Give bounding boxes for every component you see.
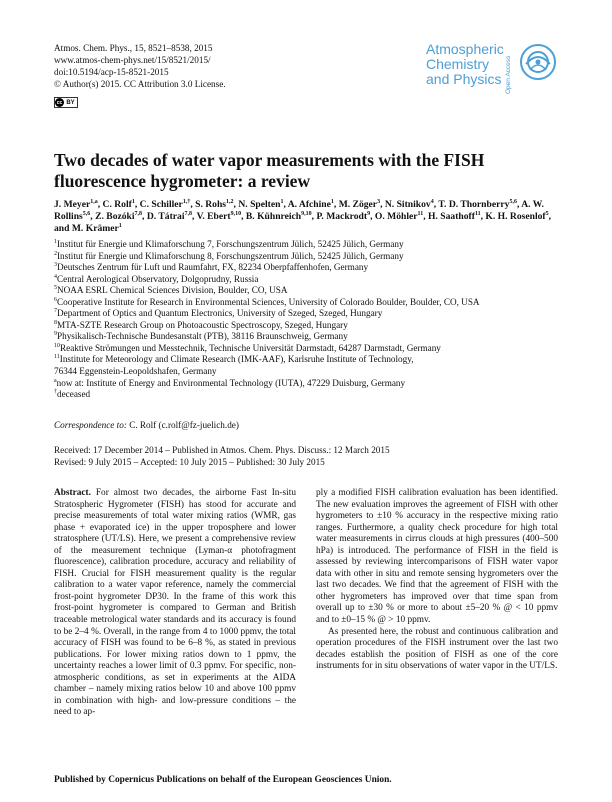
journal-name-line3: and Physics xyxy=(426,71,502,87)
author-affiliation-mark: 4 xyxy=(430,198,434,205)
affiliation-item xyxy=(54,308,564,320)
affiliation-item xyxy=(54,285,564,297)
egu-logo-icon xyxy=(518,42,558,82)
affiliation-mark: 11 xyxy=(54,354,60,361)
author-name: B. Kühnreich xyxy=(245,211,302,222)
affiliation-text: Institut für Energie und Klimaforschung 8, Forschungszentrum Jülich, 52425 Jülich, Germany xyxy=(57,250,404,261)
author-affiliation-mark: 11 xyxy=(417,210,424,217)
affiliation-item xyxy=(54,354,564,366)
revised-line: Revised: 9 July 2015 – Accepted: 10 July 2015 – Published: 30 July 2015 xyxy=(54,457,325,467)
author-affiliation-mark: 9 xyxy=(367,210,371,217)
affiliation-mark: † xyxy=(54,389,57,396)
author-list: J. Meyer$^{1,a}$, C. Rolf$^1$, C. Schiller$^{1,\dagger}$, S. Rohs$^{1,2}$, N. Spelten$^1$, A. Afchine$^1$, M. Zöger$^3$, N. Sitnikov$^4$, T. D. Thornberry$^{5,6}$, A. W. Rollins$^{5,6}$, Z. Bozóki$^{7,8}$, D. Tátrai$^{7,8}$, V. Ebert$^{9,10}$, B. Kühnreich$^{9,10}$, P. Mackrodt$^9$, O. Möhler$^{11}$, H. Saathoff$^{11}$, K. H. Rosenlof$^5$, and M. Krämer$^1$ xyxy=(54,198,552,234)
author-name: O. Möhler xyxy=(374,211,418,222)
affiliation-text: NOAA ESRL Chemical Sciences Division, Boulder, CO, USA xyxy=(57,285,288,296)
author-name: N. Spelten xyxy=(238,199,281,210)
citation: Atmos. Chem. Phys., 15, 8521–8538, 2015 xyxy=(54,43,213,53)
affiliation-mark: 5 xyxy=(54,285,57,292)
affiliation-mark: 6 xyxy=(54,296,57,303)
doi[interactable]: doi:10.5194/acp-15-8521-2015 xyxy=(54,67,169,77)
affiliation-text: Deutsches Zentrum für Luft und Raumfahrt, FX, 82234 Oberpfaffenhofen, Germany xyxy=(57,262,369,273)
publication-dates xyxy=(54,444,390,468)
author-name: A. W. Rollins xyxy=(54,199,544,222)
author-affiliation-mark: 1 xyxy=(131,198,135,205)
affiliation-text: 76344 Eggenstein-Leopoldshafen, Germany xyxy=(54,366,217,377)
affiliation-list xyxy=(54,239,564,401)
affiliation-text: Cooperative Institute for Research in Environmental Sciences, University of Colorado Boulder, Boulder, CO, USA xyxy=(57,296,480,307)
affiliation-item xyxy=(54,343,564,355)
affiliation-item xyxy=(54,274,564,286)
author-name: T. D. Thornberry xyxy=(438,199,510,210)
affiliation-mark: 7 xyxy=(54,308,57,315)
author-affiliation-mark: 5 xyxy=(545,210,549,217)
abstract-label: Abstract. xyxy=(54,488,91,498)
affiliation-item xyxy=(54,389,564,401)
author-name: H. Saathoff xyxy=(428,211,475,222)
abstract-right-column xyxy=(316,488,558,673)
affiliation-mark: 3 xyxy=(54,262,57,269)
abstract-paragraph-1: ply a modified FISH calibration evaluation has been identified. The new evaluation improves the agreement of FISH with other hygrometers to ±10 % accuracy in the respective mixing ratio ranges. Furthermore, a quality check procedure for high total water measurements in cirrus clouds at high pressures (400–500 hPa) is introduced. The performance of FISH in the field is assessed by reviewing intercomparisons of FISH water vapor data with other in situ and remote sensing hygrometers over the last two decades. We find that the agreement of FISH with the other hygrometers has improved over that time span from overall up to ±30 % or more to about ±5–20 % @ < 10 ppmv and to ±0–15 % @ > 10 ppmv. xyxy=(316,488,558,626)
abstract-left-column xyxy=(54,488,296,719)
journal-header xyxy=(54,42,226,90)
affiliation-text: MTA-SZTE Research Group on Photoacoustic Spectroscopy, Szeged, Hungary xyxy=(57,319,348,330)
affiliation-item xyxy=(54,366,564,378)
affiliation-item xyxy=(54,262,564,274)
affiliation-item xyxy=(54,251,564,263)
author-name: C. Rolf xyxy=(102,199,132,210)
author-name: S. Rohs xyxy=(195,199,227,210)
affiliation-text: Department of Optics and Quantum Electronics, University of Szeged, Szeged, Hungary xyxy=(57,308,383,319)
author-affiliation-mark: 7,8 xyxy=(184,210,193,217)
author-name: D. Tátrai xyxy=(146,211,185,222)
abstract-paragraph-2: As presented here, the robust and continuous calibration and operation procedures of the FISH instrument over the last two decades establish the position of FISH as one of the core instruments for in situ observations of water vapor in the UT/LS. xyxy=(316,626,558,672)
journal-name-line1: Atmospheric xyxy=(426,41,504,57)
affiliation-item xyxy=(54,297,564,309)
open-access-label: Open Access xyxy=(505,55,512,94)
author-name: A. Afchine xyxy=(287,199,331,210)
correspondence-label: Correspondence to: xyxy=(54,420,127,430)
by-label: BY xyxy=(66,99,75,106)
author-affiliation-mark: 1,a xyxy=(90,198,98,205)
affiliation-text: Central Aerological Observatory, Dolgoprudny, Russia xyxy=(57,273,259,284)
author-affiliation-mark: 11 xyxy=(474,210,481,217)
affiliation-item xyxy=(54,320,564,332)
author-affiliation-mark: 9,10 xyxy=(301,210,312,217)
cc-icon: cc xyxy=(56,99,63,106)
article-url[interactable]: www.atmos-chem-phys.net/15/8521/2015/ xyxy=(54,55,211,65)
author-name: K. H. Rosenlof xyxy=(485,211,546,222)
affiliation-mark: 10 xyxy=(54,342,60,349)
author-affiliation-mark: 3 xyxy=(377,198,381,205)
abstract-text-left: For almost two decades, the airborne Fast In-situ Stratospheric Hygrometer (FISH) has stood for accurate and precise measurements of total water mixing ratios (WMR, gas phase + evaporated ice) in the upper troposphere and lower stratosphere (UT/LS). Here, we present a comprehensive review of the measurement technique (Lyman-α photofragment fluorescence), calibration procedure, accuracy and reliability of FISH. Crucial for FISH measurement quality is the regular calibration to a water vapor reference, namely the commercial frost-point hygrometer DP30. In the frame of this work this frost-point hygrometer is compared to German and British traceable metrological water standards and its accuracy is found to be 2–4 %. Overall, in the range from 4 to 1000 ppmv, the total accuracy of FISH was found to be 6–8 %, as stated in previous publications. For lower mixing ratios down to 1 ppmv, the uncertainty reaches a lower limit of 0.3 ppmv. For specific, non-atmospheric conditions, as set in experiments at the AIDA chamber – namely mixing ratios below 10 and above 100 ppmv in combination with high- and low-pressure conditions – the need to ap- xyxy=(54,488,296,718)
author-name: M. Zöger xyxy=(338,199,378,210)
author-affiliation-mark: 9,10 xyxy=(230,210,242,217)
affiliation-text: Reaktive Strömungen und Messtechnik, Technische Universität Darmstadt, 64287 Darmstadt, Germany xyxy=(60,342,441,353)
author-affiliation-mark: 1,2 xyxy=(226,198,234,205)
author-affiliation-mark: 7,8 xyxy=(134,210,143,217)
author-affiliation-mark: 5,6 xyxy=(82,210,91,217)
affiliation-item xyxy=(54,239,564,251)
journal-name-line2: Chemistry xyxy=(426,56,490,72)
affiliation-mark: 8 xyxy=(54,319,57,326)
author-affiliation-mark: 1 xyxy=(280,198,284,205)
author-name: J. Meyer xyxy=(54,199,91,210)
author-name: M. Krämer xyxy=(71,223,119,234)
affiliation-mark: 4 xyxy=(54,273,57,280)
author-name: P. Mackrodt xyxy=(316,211,368,222)
affiliation-mark: 2 xyxy=(54,250,57,257)
affiliation-text: deceased xyxy=(57,389,91,400)
copyright: © Author(s) 2015. CC Attribution 3.0 License. xyxy=(54,79,226,89)
publisher-footer: Published by Copernicus Publications on behalf of the European Geosciences Union. xyxy=(54,775,392,785)
received-line: Received: 17 December 2014 – Published in Atmos. Chem. Phys. Discuss.: 12 March 2015 xyxy=(54,445,390,455)
author-name: Z. Bozóki xyxy=(95,211,135,222)
correspondence xyxy=(54,420,239,430)
affiliation-text: Institute for Meteorology and Climate Research (IMK-AAF), Karlsruhe Institute of Technology, xyxy=(59,354,414,365)
author-affiliation-mark: 1 xyxy=(118,222,122,229)
affiliation-item xyxy=(54,331,564,343)
cc-by-badge[interactable] xyxy=(54,97,78,108)
author-name: C. Schiller xyxy=(139,199,183,210)
affiliation-text: Institut für Energie und Klimaforschung 7, Forschungszentrum Jülich, 52425 Jülich, Germany xyxy=(57,239,404,249)
author-affiliation-mark: 1,† xyxy=(182,198,191,205)
correspondence-contact[interactable]: C. Rolf (c.rolf@fz-juelich.de) xyxy=(129,420,239,430)
author-name: N. Sitnikov xyxy=(384,199,431,210)
affiliation-text: now at: Institute of Energy and Environmental Technology (IUTA), 47229 Duisburg, Germany xyxy=(56,377,406,388)
author-affiliation-mark: 5,6 xyxy=(509,198,517,205)
affiliation-mark: 9 xyxy=(54,331,57,338)
article-title: Two decades of water vapor measurements with the FISH fluorescence hygrometer: a review xyxy=(54,150,485,191)
author-affiliation-mark: 1 xyxy=(330,198,334,205)
affiliation-item xyxy=(54,378,564,390)
affiliation-text: Physikalisch-Technische Bundesanstalt (PTB), 38116 Braunschweig, Germany xyxy=(57,331,348,342)
affiliation-mark: 1 xyxy=(54,238,57,245)
author-name: V. Ebert xyxy=(196,211,231,222)
affiliation-mark: a xyxy=(54,377,57,384)
